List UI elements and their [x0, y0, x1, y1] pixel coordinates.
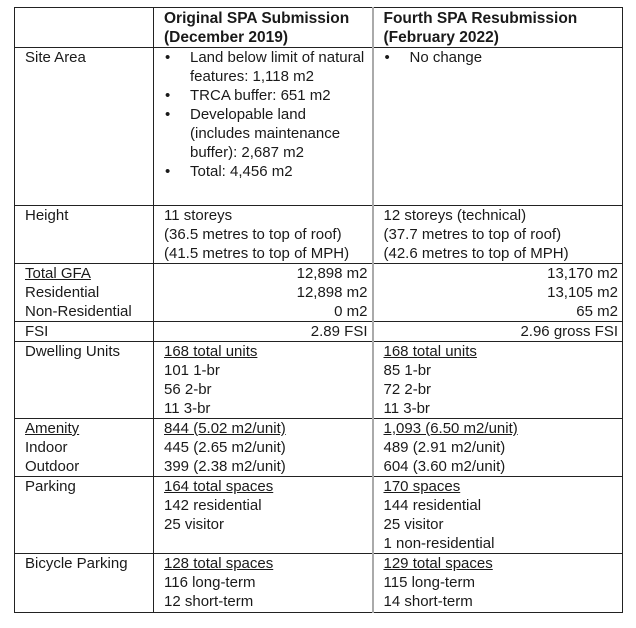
header-row	[15, 8, 623, 48]
label-fsi: FSI	[15, 322, 154, 342]
parking-original: 164 total spaces 142 residential 25 visitor	[154, 477, 373, 554]
row-site-area	[15, 48, 623, 206]
amenity-original: 844 (5.02 m2/unit) 445 (2.65 m2/unit) 399 (2.38 m2/unit)	[154, 419, 373, 477]
bicycle-original: 128 total spaces 116 long-term 12 short-term	[154, 554, 373, 613]
label-site-area: Site Area	[15, 48, 154, 206]
list-item: • TRCA buffer: 651 m2	[164, 86, 368, 105]
label-amenity: Amenity Indoor Outdoor	[15, 419, 154, 477]
header-original: Original SPA Submission (December 2019)	[154, 8, 373, 48]
label-gfa: Total GFA Residential Non-Residential	[15, 264, 154, 322]
row-gfa	[15, 264, 623, 322]
site-area-fourth	[373, 48, 623, 206]
height-original: 11 storeys (36.5 metres to top of roof) (41.5 metres to top of MPH)	[154, 206, 373, 264]
header-blank	[15, 8, 154, 48]
row-amenity	[15, 419, 623, 477]
parking-fourth: 170 spaces 144 residential 25 visitor 1 non-residential	[373, 477, 623, 554]
list-item: • No change	[384, 48, 619, 67]
comparison-table	[14, 7, 623, 613]
amenity-fourth: 1,093 (6.50 m2/unit) 489 (2.91 m2/unit) 604 (3.60 m2/unit)	[373, 419, 623, 477]
header-fourth: Fourth SPA Resubmission (February 2022)	[373, 8, 623, 48]
fsi-original: 2.89 FSI	[154, 322, 373, 342]
gfa-fourth: 13,170 m2 13,105 m2 65 m2	[373, 264, 623, 322]
site-area-original	[154, 48, 373, 206]
list-item: • Land below limit of natural features: 1,118 m2	[164, 48, 368, 86]
gfa-original: 12,898 m2 12,898 m2 0 m2	[154, 264, 373, 322]
dwelling-original: 168 total units 101 1-br 56 2-br 11 3-br	[154, 342, 373, 419]
height-fourth: 12 storeys (technical) (37.7 metres to top of roof) (42.6 metres to top of MPH)	[373, 206, 623, 264]
label-parking: Parking	[15, 477, 154, 554]
bicycle-fourth: 129 total spaces 115 long-term 14 short-term	[373, 554, 623, 613]
label-height: Height	[15, 206, 154, 264]
row-bicycle	[15, 554, 623, 613]
dwelling-fourth: 168 total units 85 1-br 72 2-br 11 3-br	[373, 342, 623, 419]
row-dwelling	[15, 342, 623, 419]
list-item: • Developable land (includes maintenance buffer): 2,687 m2	[164, 105, 368, 162]
fsi-fourth: 2.96 gross FSI	[373, 322, 623, 342]
label-bicycle: Bicycle Parking	[15, 554, 154, 613]
row-fsi	[15, 322, 623, 342]
row-parking	[15, 477, 623, 554]
label-dwelling: Dwelling Units	[15, 342, 154, 419]
row-height	[15, 206, 623, 264]
list-item: • Total: 4,456 m2	[164, 162, 368, 181]
